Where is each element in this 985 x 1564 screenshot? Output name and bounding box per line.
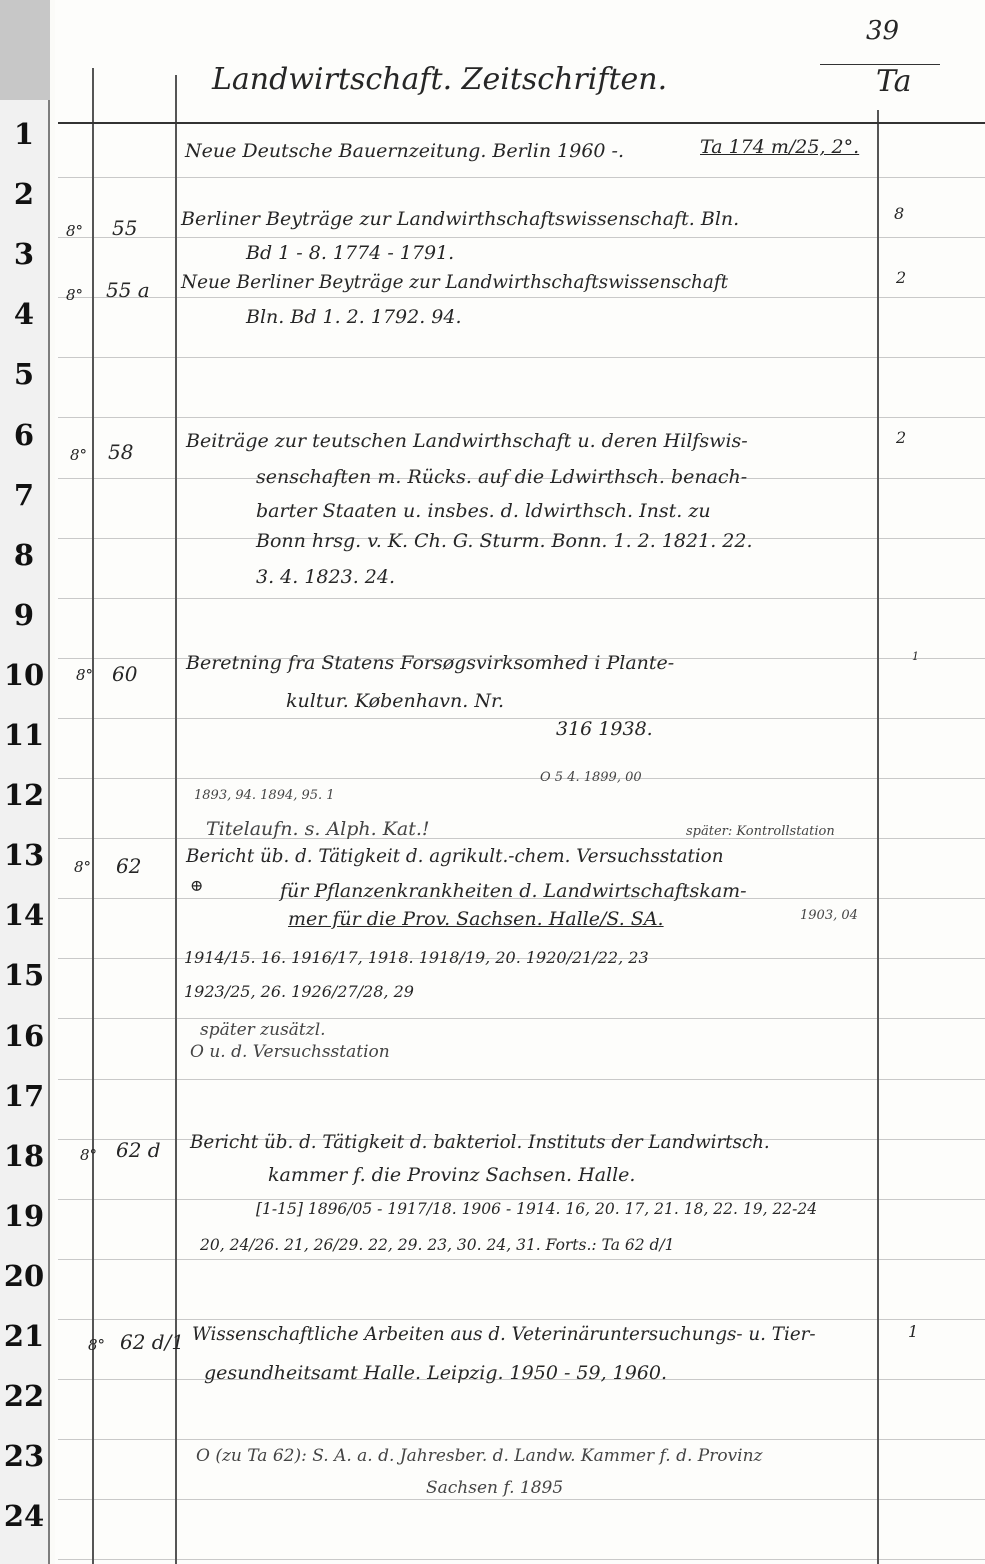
entry-58-line3: barter Staaten u. insbes. d. ldwirthsch. Inst. zu — [256, 500, 711, 522]
entry-60-note-b: O 5 4. 1899, 00 — [540, 770, 642, 785]
signature-62d1: 62 d/1 — [120, 1330, 185, 1354]
entry-bauernzeitung: Neue Deutsche Bauernzeitung. Berlin 1960 -. — [185, 140, 624, 162]
signature-58: 58 — [108, 440, 134, 464]
line-number: 13 — [3, 838, 45, 873]
ruled-line — [58, 1259, 985, 1260]
line-number: 16 — [3, 1018, 45, 1053]
ruled-line — [58, 778, 985, 779]
entry-62-note-right: später: Kontrollstation — [686, 824, 835, 839]
line-number: 12 — [3, 778, 45, 813]
signature-62: 62 — [116, 854, 142, 878]
line-number: 22 — [3, 1379, 45, 1414]
line-number: 21 — [3, 1319, 45, 1353]
format-62d1: 8° — [88, 1336, 106, 1354]
volumes-60: 1 — [912, 650, 919, 663]
ruled-line — [58, 237, 985, 238]
volumes-62d1: 1 — [908, 1322, 919, 1341]
line-number: 8 — [13, 537, 35, 572]
signature-55: 55 — [112, 216, 138, 240]
format-58: 8° — [70, 446, 88, 464]
ruled-line — [58, 1439, 985, 1440]
entry-58-line4: Bonn hrsg. v. K. Ch. G. Sturm. Bonn. 1. 2. 1821. 22. — [256, 530, 753, 552]
entry-55-line2: Bd 1 - 8. 1774 - 1791. — [246, 242, 455, 264]
format-55a: 8° — [66, 286, 84, 304]
ruled-line — [58, 357, 985, 358]
ruled-line — [58, 1319, 985, 1320]
entry-58-line1: Beiträge zur teutschen Landwirthschaft u. deren Hilfswis- — [186, 430, 748, 452]
header-rule — [58, 122, 985, 124]
ruled-line — [58, 417, 985, 418]
line-number: 7 — [13, 477, 35, 512]
entry-62-line1: Bericht üb. d. Tätigkeit d. agrikult.-chem. Versuchsstation — [186, 846, 724, 867]
page-title: Landwirtschaft. Zeitschriften. — [212, 62, 668, 97]
entry-62-line5: 1923/25, 26. 1926/27/28, 29 — [184, 982, 414, 1001]
page-signature: Ta — [876, 64, 912, 99]
entry-62-line3: mer für die Prov. Sachsen. Halle/S. SA. — [288, 908, 664, 930]
line-number: 3 — [13, 237, 35, 272]
format-62: 8° — [74, 858, 92, 876]
entry-55a-line2: Bln. Bd 1. 2. 1792. 94. — [246, 306, 462, 328]
ruled-line — [58, 598, 985, 599]
entry-62-note-after1: später zusätzl. — [200, 1020, 326, 1040]
ruled-line — [58, 177, 985, 178]
entry-62d-line1: Bericht üb. d. Tätigkeit d. bakteriol. Instituts der Landwirtsch. — [190, 1132, 770, 1153]
gutter-top-shade — [0, 0, 50, 100]
line-number: 11 — [3, 718, 45, 752]
entry-bauernzeitung-shelf: Ta 174 m/25, 2°. — [700, 136, 860, 158]
entry-55a-line1: Neue Berliner Beyträge zur Landwirthschaftswissenschaft — [181, 272, 729, 293]
page-number: 39 — [866, 16, 900, 46]
line-number: 24 — [3, 1499, 45, 1534]
line-number: 5 — [13, 357, 35, 392]
signature-60: 60 — [112, 662, 138, 686]
entry-62-line2: für Pflanzenkrankheiten d. Landwirtschaftskam- — [280, 880, 747, 902]
ruled-line — [58, 718, 985, 719]
entry-60-note-a: 1893, 94. 1894, 95. 1 — [194, 788, 335, 803]
entry-62d-line4: 20, 24/26. 21, 26/29. 22, 29. 23, 30. 24, 31. Forts.: Ta 62 d/1 — [200, 1236, 675, 1254]
line-number: 20 — [3, 1258, 45, 1293]
line-number: 4 — [13, 297, 35, 332]
ruled-line — [58, 838, 985, 839]
signature-62d: 62 d — [116, 1138, 161, 1162]
line-number: 17 — [3, 1078, 45, 1113]
format-55: 8° — [66, 222, 84, 240]
entry-60-line3: 316 1938. — [556, 718, 653, 740]
line-number: 6 — [13, 417, 35, 452]
ruled-line — [58, 1018, 985, 1019]
ruled-line — [58, 1499, 985, 1500]
entry-62-note-top: Titelaufn. s. Alph. Kat.! — [206, 818, 430, 840]
line-number: 19 — [3, 1198, 45, 1233]
line-number: 23 — [3, 1439, 45, 1474]
line-number: 10 — [3, 657, 45, 692]
entry-58-line5: 3. 4. 1823. 24. — [256, 566, 395, 588]
volumes-55a: 2 — [896, 268, 907, 287]
entry-62-line3-right: 1903, 04 — [800, 908, 858, 923]
entry-60-line2: kultur. København. Nr. — [286, 690, 504, 712]
entry-62-line4: 1914/15. 16. 1916/17, 1918. 1918/19, 20. 1920/21/22, 23 — [184, 948, 649, 967]
entry-62d1-line1: Wissenschaftliche Arbeiten aus d. Veterinäruntersuchungs- u. Tier- — [192, 1324, 816, 1345]
ruled-line — [58, 1559, 985, 1560]
format-60: 8° — [76, 666, 94, 684]
line-number: 2 — [13, 177, 35, 212]
column-rule-volumes — [877, 110, 879, 1564]
entry-62d1-line2: gesundheitsamt Halle. Leipzig. 1950 - 59, 1960. — [204, 1362, 668, 1384]
format-62d: 8° — [80, 1146, 98, 1164]
volumes-58: 2 — [896, 428, 907, 447]
line-number: 15 — [3, 958, 45, 993]
line-number: 1 — [13, 117, 35, 151]
entry-62-note-after2: O u. d. Versuchsstation — [190, 1042, 390, 1062]
entry-58-line2: senschaften m. Rücks. auf die Ldwirthsch. benach- — [256, 466, 748, 488]
line-number: 18 — [3, 1138, 45, 1173]
circled-plus-icon: ⊕ — [190, 876, 204, 895]
footer-note-line1: O (zu Ta 62): S. A. a. d. Jahresber. d. Landw. Kammer f. d. Provinz — [196, 1446, 763, 1466]
line-number: 14 — [3, 898, 45, 933]
entry-60-line1: Beretning fra Statens Forsøgsvirksomhed i Plante- — [186, 652, 675, 674]
ruled-line — [58, 297, 985, 298]
volumes-55: 8 — [894, 204, 905, 223]
entry-55-line1: Berliner Beyträge zur Landwirthschaftswissenschaft. Bln. — [181, 208, 740, 230]
footer-note-line2: Sachsen f. 1895 — [426, 1478, 564, 1498]
signature-55a: 55 a — [106, 278, 150, 302]
entry-62d-line3: [1-15] 1896/05 - 1917/18. 1906 - 1914. 16, 20. 17, 21. 18, 22. 19, 22-24 — [256, 1200, 818, 1218]
line-number: 9 — [13, 597, 35, 632]
entry-62d-line2: kammer f. die Provinz Sachsen. Halle. — [268, 1164, 636, 1186]
ruled-line — [58, 1079, 985, 1080]
